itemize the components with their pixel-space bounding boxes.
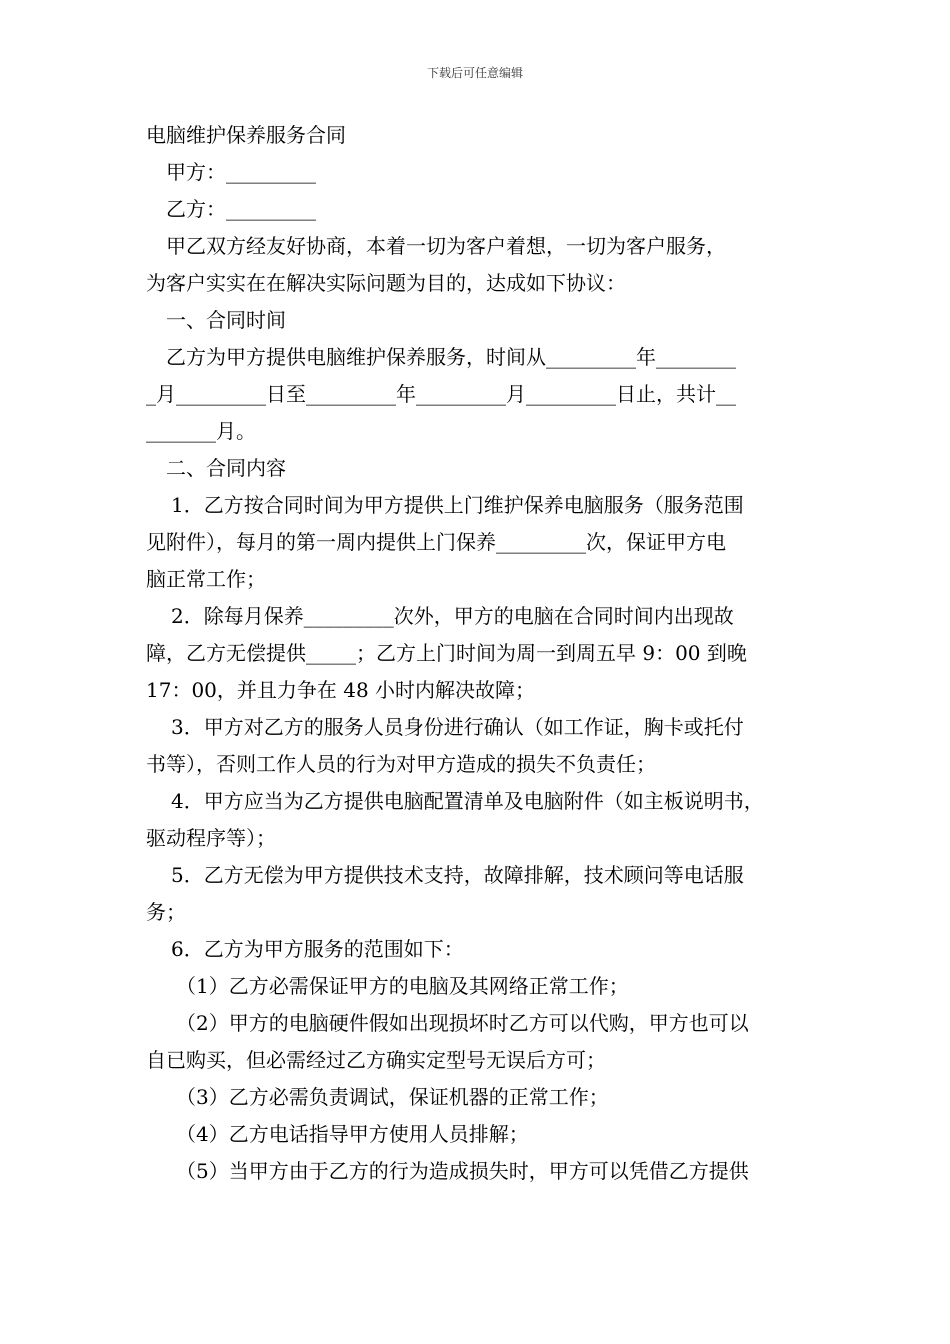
document-body — [146, 117, 816, 1190]
document-line: 4．甲方应当为乙方提供电脑配置清单及电脑附件（如主板说明书， — [171, 789, 764, 813]
document-line: 乙方：_________ — [166, 197, 316, 221]
document-line: 2．除每月保养_________次外，甲方的电脑在合同时间内出现故 — [171, 604, 734, 628]
document-line: 障，乙方无偿提供_____；乙方上门时间为周一到周五早 9：00 到晚 — [146, 641, 747, 665]
document-line: （2）甲方的电脑硬件假如出现损坏时乙方可以代购，甲方也可以 — [176, 1011, 749, 1035]
document-line: 一、合同时间 — [166, 308, 286, 332]
document-line: 为客户实实在在解决实际问题为目的，达成如下协议： — [146, 271, 626, 295]
document-line: （5）当甲方由于乙方的行为造成损失时，甲方可以凭借乙方提供 — [176, 1159, 749, 1183]
document-line: 甲方：_________ — [166, 160, 316, 184]
document-line: 6．乙方为甲方服务的范围如下： — [171, 937, 464, 961]
document-line: 驱动程序等）； — [146, 826, 276, 850]
page-header: 下载后可任意编辑 — [426, 66, 523, 80]
document-line: （4）乙方电话指导甲方使用人员排解； — [176, 1122, 529, 1146]
document-line: 见附件），每月的第一周内提供上门保养_________次，保证甲方电 — [146, 530, 726, 554]
document-line: （3）乙方必需负责调试，保证机器的正常工作； — [176, 1085, 609, 1109]
document-line: 3．甲方对乙方的服务人员身份进行确认（如工作证，胸卡或托付 — [171, 715, 744, 739]
document-line: 5．乙方无偿为甲方提供技术支持，故障排解，技术顾问等电话服 — [171, 863, 744, 887]
document-line: 乙方为甲方提供电脑维护保养服务，时间从_________年________ — [166, 345, 736, 369]
document-line: _月_________日至_________年_________月_________日止，共计__ — [146, 382, 736, 406]
document-line: 书等），否则工作人员的行为对甲方造成的损失不负责任； — [146, 752, 656, 776]
document-line: 脑正常工作； — [146, 567, 266, 591]
document-line: 17：00，并且力争在 48 小时内解决故障； — [146, 678, 536, 702]
document-line: 自已购买，但必需经过乙方确实定型号无误后方可； — [146, 1048, 606, 1072]
document-line: 甲乙双方经友好协商，本着一切为客户着想，一切为客户服务， — [166, 234, 726, 258]
document-line: _______月。 — [146, 419, 256, 443]
document-line: 务； — [146, 900, 186, 924]
document-line: 1．乙方按合同时间为甲方提供上门维护保养电脑服务（服务范围 — [171, 493, 744, 517]
document-title: 电脑维护保养服务合同 — [146, 123, 346, 147]
document-line: （1）乙方必需保证甲方的电脑及其网络正常工作； — [176, 974, 629, 998]
document-line: 二、合同内容 — [166, 456, 286, 480]
